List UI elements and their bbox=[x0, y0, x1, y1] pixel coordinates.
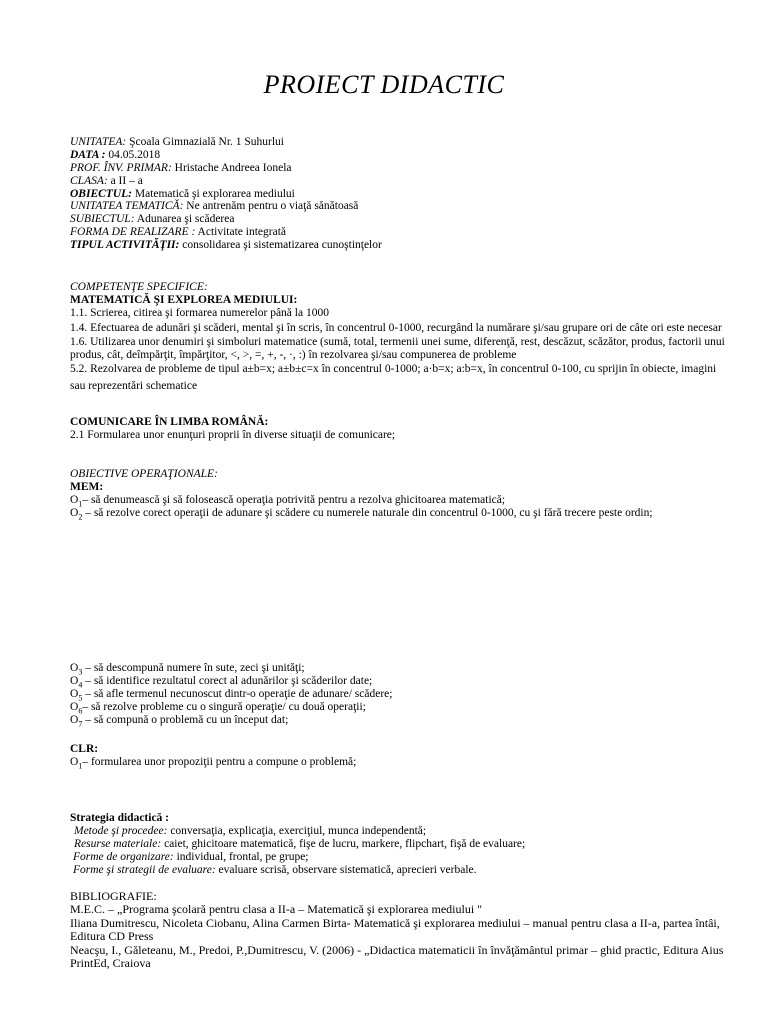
obiective-mem-heading: MEM: bbox=[70, 480, 104, 493]
forma-value: Activitate integrată bbox=[195, 226, 286, 239]
competenta-item: 1.4. Efectuarea de adunări şi scăderi, mental şi în scris, în concentrul 0-1000, recurgând la numărare şi/sau grupare ori de câte ori este necesar bbox=[70, 321, 722, 334]
competente-mem-heading: MATEMATICĂ ŞI EXPLOREA MEDIULUI: bbox=[70, 293, 298, 306]
competente-heading: COMPETENŢE SPECIFICE: bbox=[70, 281, 208, 293]
tipul-row bbox=[70, 239, 730, 252]
prof-value: Hristache Andreea Ionela bbox=[171, 161, 292, 174]
forma-row bbox=[70, 226, 730, 239]
obiectiv-item: $O_6-$ să rezolve probleme cu o singură operaţie/ cu două operaţii; bbox=[70, 700, 366, 715]
prof-row bbox=[70, 162, 730, 175]
obiective-section bbox=[70, 468, 730, 520]
bibliografie-item: Iliana Dumitrescu, Nicoleta Ciobanu, Alina Carmen Birta- Matematică şi explorarea mediului – manual pentru clasa a II-a, partea întâi, Editura CD Press bbox=[70, 915, 720, 944]
bibliografie-item: M.E.C. – „Programa şcolară pentru clasa a II-a – Matematică şi explorarea mediului " bbox=[70, 902, 483, 917]
document-title: PROIECT DIDACTIC bbox=[263, 70, 505, 99]
obiectul-label: OBIECTUL: bbox=[70, 187, 132, 200]
obiectiv-item: $O_5$ – să afle termenul necunoscut dintr-o operaţie de adunare/ scădere; bbox=[70, 687, 393, 703]
unitatea-tematica-row bbox=[70, 200, 730, 213]
clasa-label: CLASA: bbox=[70, 174, 108, 187]
unitatea-row bbox=[70, 136, 730, 149]
tipul-value: consolidarea şi sistematizarea cunoştinţelor bbox=[179, 239, 382, 251]
obiectiv-item: $O_7$ – să compună o problemă cu un început dat; bbox=[70, 713, 289, 728]
forma-label: FORMA DE REALIZARE : bbox=[70, 226, 196, 239]
clasa-value: a II – a bbox=[107, 174, 143, 187]
strategia-item: Metode şi procedee: conversaţia, explicaţia, exerciţiul, munca independentă; bbox=[74, 824, 427, 837]
bibliografie-section bbox=[70, 890, 730, 971]
strategia-item: Forme şi strategii de evaluare: evaluare scrisă, observare sistematică, aprecieri verbale. bbox=[73, 863, 477, 876]
obiectiv-item: $O_1-$ să denumească şi să folosească operaţia potrivită pentru a rezolva ghicitoarea matematică; bbox=[70, 493, 506, 509]
competenta-item: 1.6. Utilizarea unor denumiri şi simboluri matematice (sumă, total, termenii unei sume, diferenţă, rest, descăzut, scăzător, produs, factorii unui produs, cât, deîmpărţit, împărţitor, <, >, =, +, -, ·, :) în rezolvarea şi/sau compunerea de probleme bbox=[70, 335, 725, 361]
strategia-heading: Strategia didactică : bbox=[70, 812, 170, 824]
competente-clr-heading: COMUNICARE ÎN LIMBA ROMÂNĂ: bbox=[70, 416, 269, 428]
data-label: DATA : bbox=[70, 148, 106, 161]
competenta-item: 1.1. Scrierea, citirea şi formarea numerelor până la 1000 bbox=[70, 306, 329, 319]
unitatea-label: UNITATEA: bbox=[70, 136, 127, 148]
competente-section bbox=[70, 281, 730, 394]
obiectiv-item: $O_3$ – să descompună numere în sute, zeci şi unităţi; bbox=[70, 662, 305, 677]
obiectul-value: Matematică şi explorarea mediului bbox=[131, 187, 295, 200]
data-value: 04.05.2018 bbox=[105, 148, 161, 161]
obiectiv-item: $O_2$ – să rezolve corect operaţii de adunare şi scădere cu numerele naturale din concentrul 0-1000, cu şi fără trecere peste ordin; bbox=[70, 506, 653, 521]
header-info bbox=[70, 136, 730, 252]
obiective-clr-section bbox=[70, 743, 730, 769]
clasa-row bbox=[70, 175, 730, 188]
obiective-clr-heading: CLR: bbox=[70, 743, 99, 755]
obiectiv-clr-item: $O_1-$ formularea unor propoziţii pentru a compune o problemă; bbox=[70, 755, 357, 771]
unitatea-tematica-label: UNITATEA TEMATICĂ: bbox=[70, 200, 184, 213]
unitatea-value: Şcoala Gimnazială Nr. 1 Suhurlui bbox=[126, 136, 285, 148]
bibliografie-heading: BIBLIOGRAFIE: bbox=[70, 889, 157, 903]
strategia-item: Resurse materiale: caiet, ghicitoare matematică, fişe de lucru, markere, flipchart, fişă de evaluare; bbox=[74, 837, 526, 850]
bibliografie-item: Neacşu, I., Găleteanu, M., Predoi, P.,Dumitrescu, V. (2006) - „Didactica matematicii în învăţământul primar – ghid practic, Editura Aius PrintEd, Craiova bbox=[70, 942, 724, 971]
tipul-label: TIPUL ACTIVITĂŢII: bbox=[70, 239, 180, 251]
obiective-heading: OBIECTIVE OPERAŢIONALE: bbox=[70, 468, 218, 480]
obiectiv-item: $O_4$ – să identifice rezultatul corect al adunărilor şi scăderilor date; bbox=[70, 674, 373, 690]
strategia-section bbox=[70, 812, 730, 876]
prof-label: PROF. ÎNV. PRIMAR: bbox=[70, 161, 172, 174]
subiectul-label: SUBIECTUL: bbox=[70, 213, 135, 226]
unitatea-tematica-value: Ne antrenăm pentru o viaţă sănătoasă bbox=[183, 200, 359, 213]
obiectul-row bbox=[70, 188, 730, 201]
competenta-item: 5.2. Rezolvarea de probleme de tipul a±b=x; a±b±c=x în concentrul 0-1000; a·b=x; a:b=x, în concentrul 0-100, cu sprijin în obiecte, imagini sau reprezentări schematice bbox=[70, 363, 717, 392]
data-row bbox=[70, 149, 730, 162]
subiectul-row bbox=[70, 213, 730, 226]
obiective-mem-continued bbox=[70, 662, 730, 726]
competente-clr-section bbox=[70, 416, 730, 442]
strategia-item: Forme de organizare: individual, frontal, pe grupe; bbox=[73, 850, 309, 863]
subiectul-value: Adunarea şi scăderea bbox=[134, 213, 235, 226]
competenta-clr-item: 2.1 Formularea unor enunţuri proprii în diverse situaţii de comunicare; bbox=[70, 428, 396, 441]
